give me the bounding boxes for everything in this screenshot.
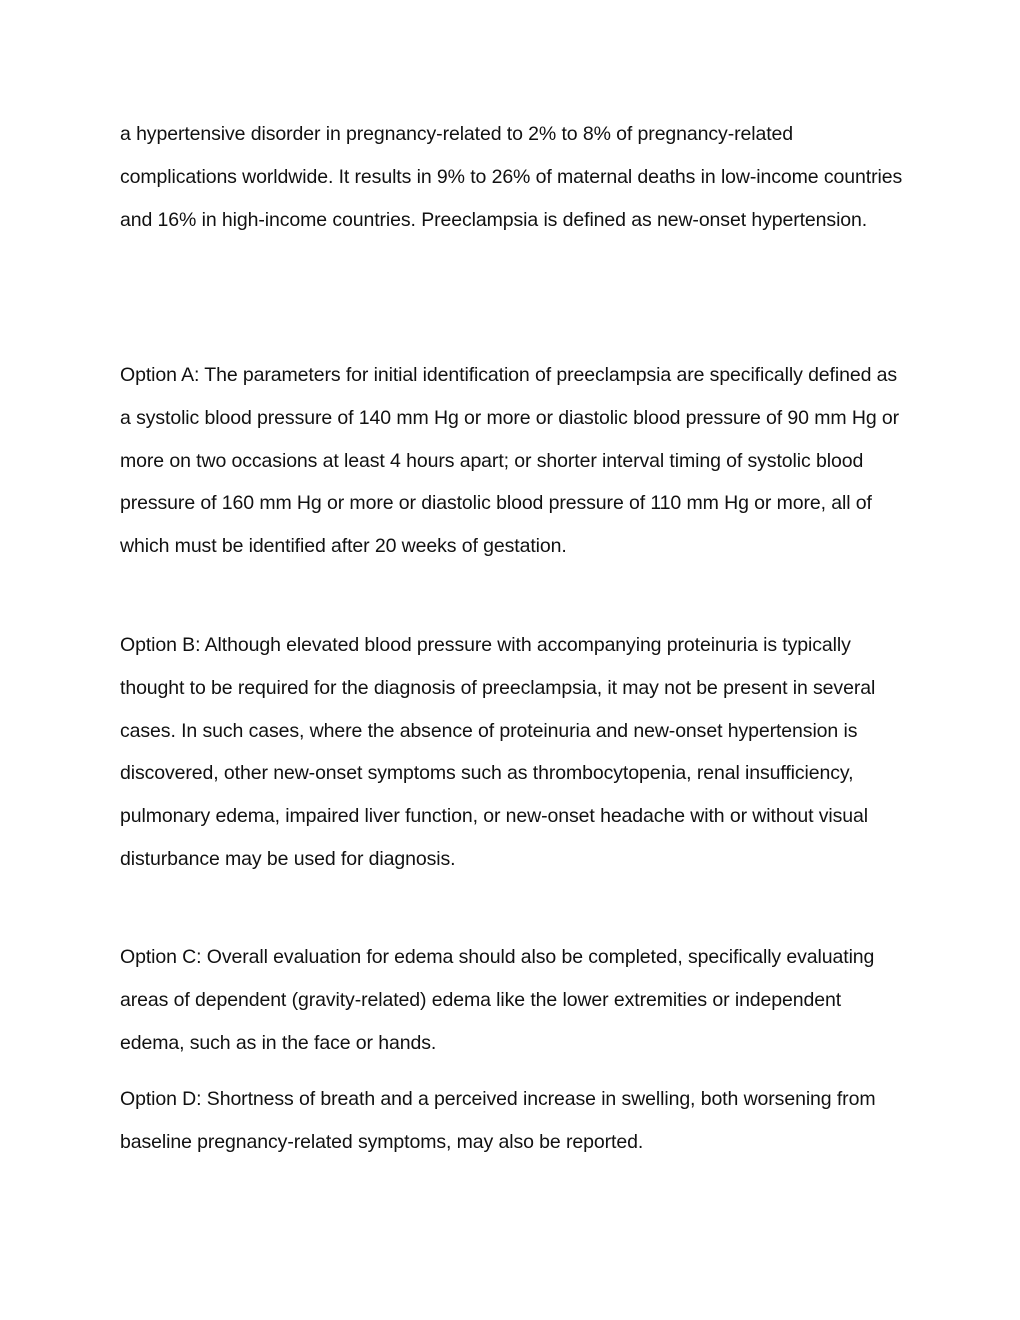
option-b-paragraph: Option B: Although elevated blood pressure with accompanying proteinuria is typically thought to be required for the diagnosis of preeclampsia, it may not be present in several cases. In such cases, where the absence of proteinuria and new-onset hypertension is discovered, other new-onset symptoms such as thrombocytopenia, renal insufficiency, pulmonary edema, impaired liver function, or new-onset headache with or without visual disturbance may be used for diagnosis. [120,634,876,870]
option-d-paragraph: Option D: Shortness of breath and a perceived increase in swelling, both worsening from baseline pregnancy-related symptoms, may also be reported. [120,1088,876,1153]
option-a-paragraph: Option A: The parameters for initial identification of preeclampsia are specifically defined as a systolic blood pressure of 140 mm Hg or more or diastolic blood pressure of 90 mm Hg or more on two occasions at least 4 hours apart; or shorter interval timing of systolic blood pressure of 160 mm Hg or more or diastolic blood pressure of 110 mm Hg or more, all of which must be identified after 20 weeks of gestation. [120,364,900,558]
intro-paragraph: a hypertensive disorder in pregnancy-related to 2% to 8% of pregnancy-related complications worldwide. It results in 9% to 26% of maternal deaths in low-income countries and 16% in high-income countries. Preeclampsia is defined as new-onset hypertension. [120,123,903,231]
option-c-paragraph: Option C: Overall evaluation for edema should also be completed, specifically evaluating areas of dependent (gravity-related) edema like the lower extremities or independent edema, such as in the face or hands. [120,946,875,1054]
